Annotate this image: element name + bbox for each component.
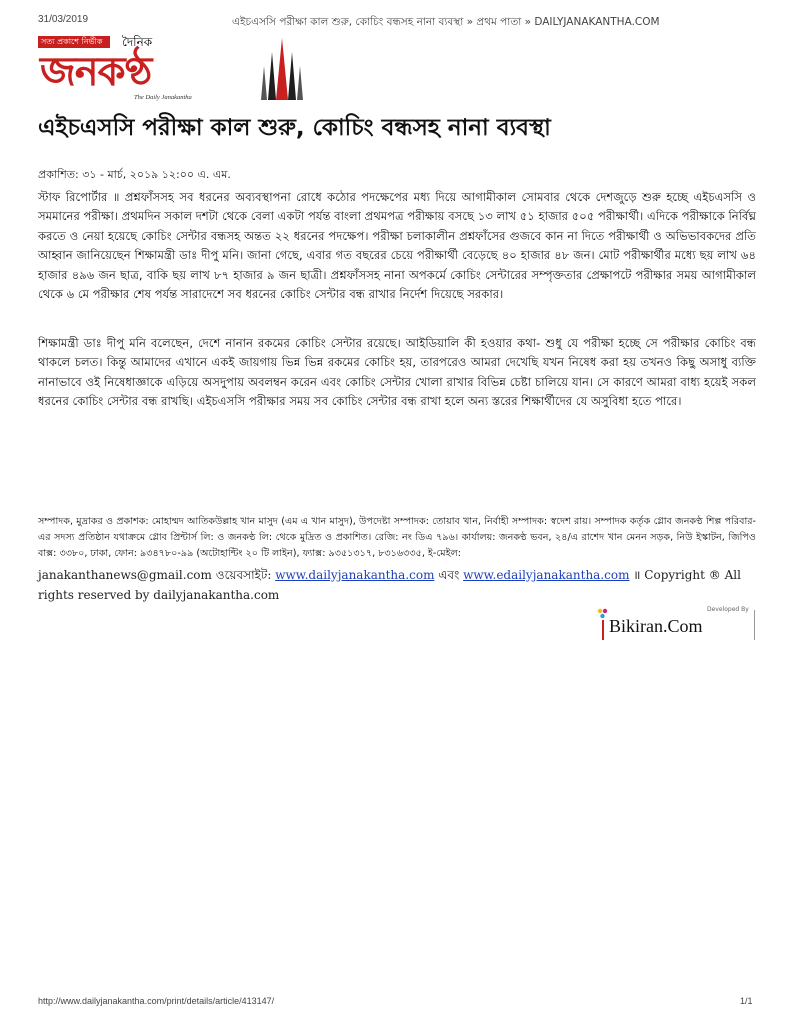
and-text: এবং — [438, 568, 460, 582]
logo-prefix: দৈনিক — [122, 35, 153, 49]
imprint-text: সম্পাদক, মুদ্রাকর ও প্রকাশক: মোহাম্মদ আতিকউল্লাহ খান মাসুদ (এম এ খান মাসুদ), উপদেষ্টা সম্পাদক: তোয়াব খান, নির্বাহী সম্পাদক: স্বদেশ রায়। সম্পাদক কর্তৃক গ্লোব জনকণ্ঠ শিল্প পরিবার-এর সদস্য প্রতিষ্ঠান যথাক্রমে গ্লোব প্রিন্টার্স লি: ও জনকণ্ঠ লি: থেকে মুদ্রিত ও প্রকাশিত। রেজি: নং ডিএ ৭৯৬। কার্যালয়: জনকণ্ঠ ভবন, ২৪/এ রাশেদ খান মেনন সড়ক, নিউ ইস্কাটন, জিপিও বাক্স: ৩৩৮০, ঢাকা, ফোন: ৯৩৪৭৮০-৯৯ (অটোহান্টিং ২০ টি লাইন), ফ্যাক্স: ৯৩৫১৩১৭, ৮৩১৬৩৩৫, ই-মেইল: — [38, 516, 756, 559]
credit-border — [754, 610, 755, 640]
developer-label: Developed By — [707, 606, 749, 613]
published-date: প্রকাশিত: ৩১ - মার্চ, ২০১৯ ১২:০০ এ. এম. — [38, 168, 231, 181]
logo-tagline: সত্য প্রকাশে নির্ভীক — [41, 37, 103, 46]
logo-tagline-badge — [38, 36, 110, 48]
martyrs-monument-icon — [258, 36, 306, 102]
brand-divider — [602, 620, 604, 640]
logo-name: জনকণ্ঠ — [40, 49, 152, 95]
article-headline: এইচএসসি পরীক্ষা কাল শুরু, কোচিং বন্ধসহ নানা ব্যবস্থা — [38, 115, 551, 141]
article-paragraph: শিক্ষামন্ত্রী ডাঃ দীপু মনি বলেছেন, দেশে নানান রকমের কোচিং সেন্টার রয়েছে। আইডিয়ালি কী হওয়ার কথা- শুধু যে পরীক্ষা হচ্ছে সে পরীক্ষার কোচিং বন্ধ থাকলে চলত। কিন্তু আমাদের এখানে একই জায়গায় ভিন্ন ভিন্ন রকমের কোচিং হয়, তারপরেও আমরা দেখেছি যখন নিষেধ করা হয় তখনও কিছু অসাধু ব্যক্তি নানাভাবে ওই নিষেধাজ্ঞাকে এড়িয়ে অসদুপায় অবলম্বন করেন এবং কোচিং সেন্টার খোলা রাখার বিভিন্ন চেষ্টা চালিয়ে যান। সে কারণে আমরা বাধ্য হয়েই সকল ধরনের কোচিং সেন্টার বন্ধ রাখছি। এইচএসসি পরীক্ষার সময় সব কোচিং সেন্টার বন্ধ রাখা হলে অন্য স্তরের শিক্ষার্থীদের যে অসুবিধা হতে পারে। — [38, 336, 756, 409]
site-link-edailyjanakantha[interactable]: www.edailyjanakantha.com — [463, 568, 630, 582]
logo-motto: The Daily Janakantha — [134, 94, 192, 101]
article-paragraph: স্টাফ রিপোর্টার ॥ প্রশ্নফাঁসসহ সব ধরনের অব্যবস্থাপনা রোধে কঠোর পদক্ষেপের মধ্য দিয়ে আগামীকাল সোমবার থেকে দেশজুড়ে শুরু হচ্ছে এইচএসসি ও সমমানের পরীক্ষা। প্রথমদিন সকাল দশটা থেকে বেলা একটা পর্যন্ত বাংলা প্রথমপত্র পরীক্ষায় বসছে ১৩ লাখ ৫১ হাজার ৫০৫ পরীক্ষার্থী। এদিকে পরীক্ষাকে নির্বিঘ্ন করতে ও নেয়া হয়েছে কোচিং সেন্টার বন্ধসহ অন্তত ২২ ধরনের পদক্ষেপ। পরীক্ষা চলাকালীন প্রশ্নফাঁসের গুজবে কান না দিতে পরীক্ষার্থী ও অভিভাবকদের প্রতি আহ্বান জানিয়েছেন শিক্ষামন্ত্রী ডাঃ দীপু মনি। জানা গেছে, এবার গত বছরের চেয়ে পরীক্ষার্থী বেড়েছে ৪০ হাজার ৪৮ জন। মোট পরীক্ষার্থীর মধ্যে ছয় লাখ ৬৪ হাজার ৪৯৬ জন ছাত্র, বাকি ছয় লাখ ৮৭ হাজার ৯ জন ছাত্রী। প্রশ্নফাঁসসহ নানা অপকর্মে কোচিং সেন্টারের সম্পৃক্ততার প্রেক্ষাপটে পরীক্ষার সময় আগামীকাল থেকে ৬ মে পরীক্ষার শেষ পর্যন্ত সারাদেশে সব ধরনের কোচিং সেন্টার বন্ধ রাখার নির্দেশ দিয়েছে সরকার। — [38, 190, 756, 302]
developer-name: Bikiran.Com — [609, 616, 703, 636]
newspaper-logo[interactable] — [38, 34, 308, 104]
print-page-number: 1/1 — [740, 996, 753, 1006]
copyright-text: ॥ Copyright ® All rights reserved by dailyjanakantha.com — [38, 568, 741, 602]
print-url: http://www.dailyjanakantha.com/print/details/article/413147/ — [38, 996, 275, 1006]
site-link-dailyjanakantha[interactable]: www.dailyjanakantha.com — [275, 568, 435, 582]
print-date: 31/03/2019 — [38, 14, 89, 25]
contact-email: janakanthanews@gmail.com — [38, 568, 212, 582]
print-page-title: এইচএসসি পরীক্ষা কাল শুরু, কোচিং বন্ধসহ নানা ব্যবস্থা » প্রথম পাতা » DAILYJANAKANTHA.COM — [232, 16, 660, 28]
website-label: ওয়েবসাইট: — [215, 568, 272, 582]
contact-line — [38, 565, 758, 605]
developer-credit[interactable] — [597, 606, 757, 642]
